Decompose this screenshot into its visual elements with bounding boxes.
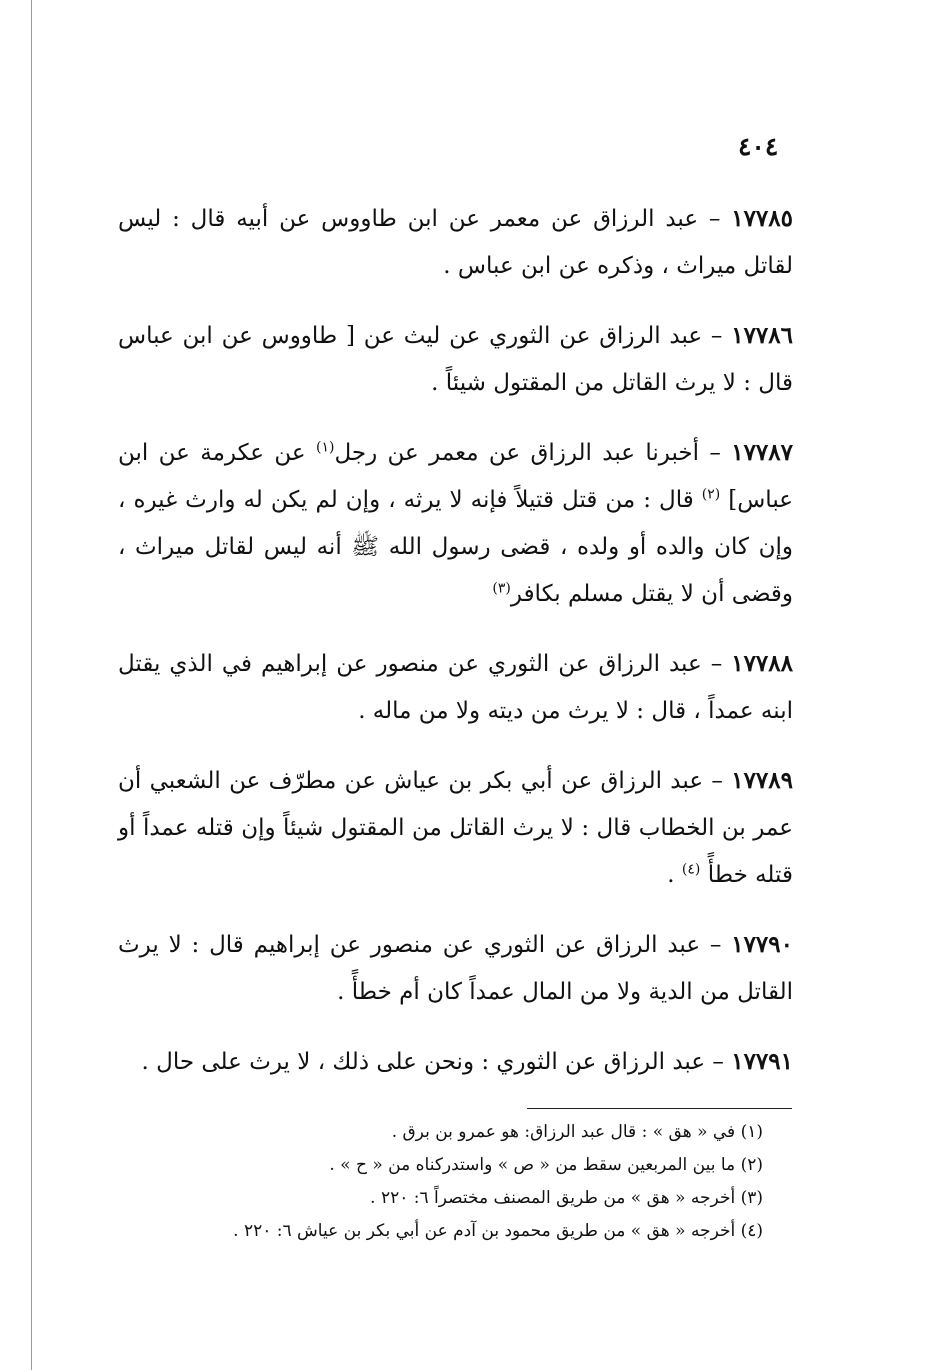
entry-text: – عبد الرزاق عن معمر عن ابن طاووس عن أبيه قال : ليس لقاتل ميراث ، وذكره عن ابن عباس .: [118, 206, 793, 279]
footnote-ref-4[interactable]: (٤): [681, 861, 701, 878]
entry-text: عن عكرمة عن ابن عباس]: [118, 440, 793, 513]
footnote-ref-1[interactable]: (١): [315, 439, 335, 456]
page-margin-line: [31, 0, 32, 1370]
entry-number: ١٧٧٨٧: [731, 439, 793, 466]
entry-text: – عبد الرزاق عن أبي بكر بن عياش عن مطرّف عن الشعبي أن عمر بن الخطاب قال : لا يرث القاتل من المقتول شيئاً وإن قتله عمداً أو قتله خطأً: [118, 768, 793, 888]
entry-number: ١٧٧٩٠: [731, 931, 793, 958]
entry-text: – عبد الرزاق عن الثوري عن ليث عن [ طاووس عن ابن عباس قال : لا يرث القاتل من المقتول شيئاً .: [118, 323, 793, 396]
hadith-entry-17789: [118, 757, 793, 899]
entry-number: ١٧٧٨٨: [731, 650, 793, 677]
footnote-3: (٣) أخرجه « هق » من طريق المصنف مختصراً ٦: ٢٢٠ .: [370, 1188, 763, 1208]
entry-number: ١٧٧٨٩: [731, 767, 793, 794]
entry-text: .: [667, 862, 682, 888]
entry-number: ١٧٧٩١: [731, 1048, 793, 1075]
footnote-1: (١) في « هق » : قال عبد الرزاق: هو عمرو بن برق .: [391, 1122, 763, 1142]
entry-text: – عبد الرزاق عن الثوري عن منصور عن إبراهيم قال : لا يرث القاتل من الدية ولا من المال عمداً كان أم خطأً .: [118, 932, 793, 1005]
entry-number: ١٧٧٨٦: [731, 322, 793, 349]
footnote-separator: [527, 1108, 792, 1109]
main-text: [118, 195, 793, 1108]
entry-text: – عبد الرزاق عن الثوري : ونحن على ذلك ، لا يرث على حال .: [141, 1049, 732, 1075]
entry-text: – عبد الرزاق عن الثوري عن منصور عن إبراهيم في الذي يقتل ابنه عمداً ، قال : لا يرث من ديته ولا من ماله .: [118, 651, 793, 724]
footnote-ref-2[interactable]: (٢): [701, 486, 721, 503]
footnote-2: (٢) ما بين المربعين سقط من « ص » واستدركناه من « ح » .: [329, 1155, 763, 1175]
footnote-ref-3[interactable]: (٣): [492, 580, 511, 597]
entry-text: قال : من قتل قتيلاً فإنه لا يرثه ، وإن لم يكن له وارث غيره ، وإن كان والده أو ولده ، قضى رسول الله ﷺ أنه ليس لقاتل ميراث ، وقضى أن لا يقتل مسلم بكافر: [118, 487, 793, 607]
entry-text: – أخبرنا عبد الرزاق عن معمر عن رجل: [334, 440, 732, 466]
footnotes: [118, 1116, 763, 1248]
hadith-entry-17788: [118, 640, 793, 735]
hadith-entry-17785: [118, 195, 793, 290]
page-number: ٤٠٤: [738, 132, 779, 161]
hadith-entry-17790: [118, 921, 793, 1016]
hadith-entry-17786: [118, 312, 793, 407]
hadith-entry-17787: [118, 429, 793, 618]
hadith-entry-17791: [118, 1038, 793, 1086]
entry-number: ١٧٧٨٥: [731, 205, 793, 232]
footnote-4: (٤) أخرجه « هق » من طريق محمود بن آدم عن أبي بكر بن عياش ٦: ٢٢٠ .: [233, 1221, 763, 1241]
